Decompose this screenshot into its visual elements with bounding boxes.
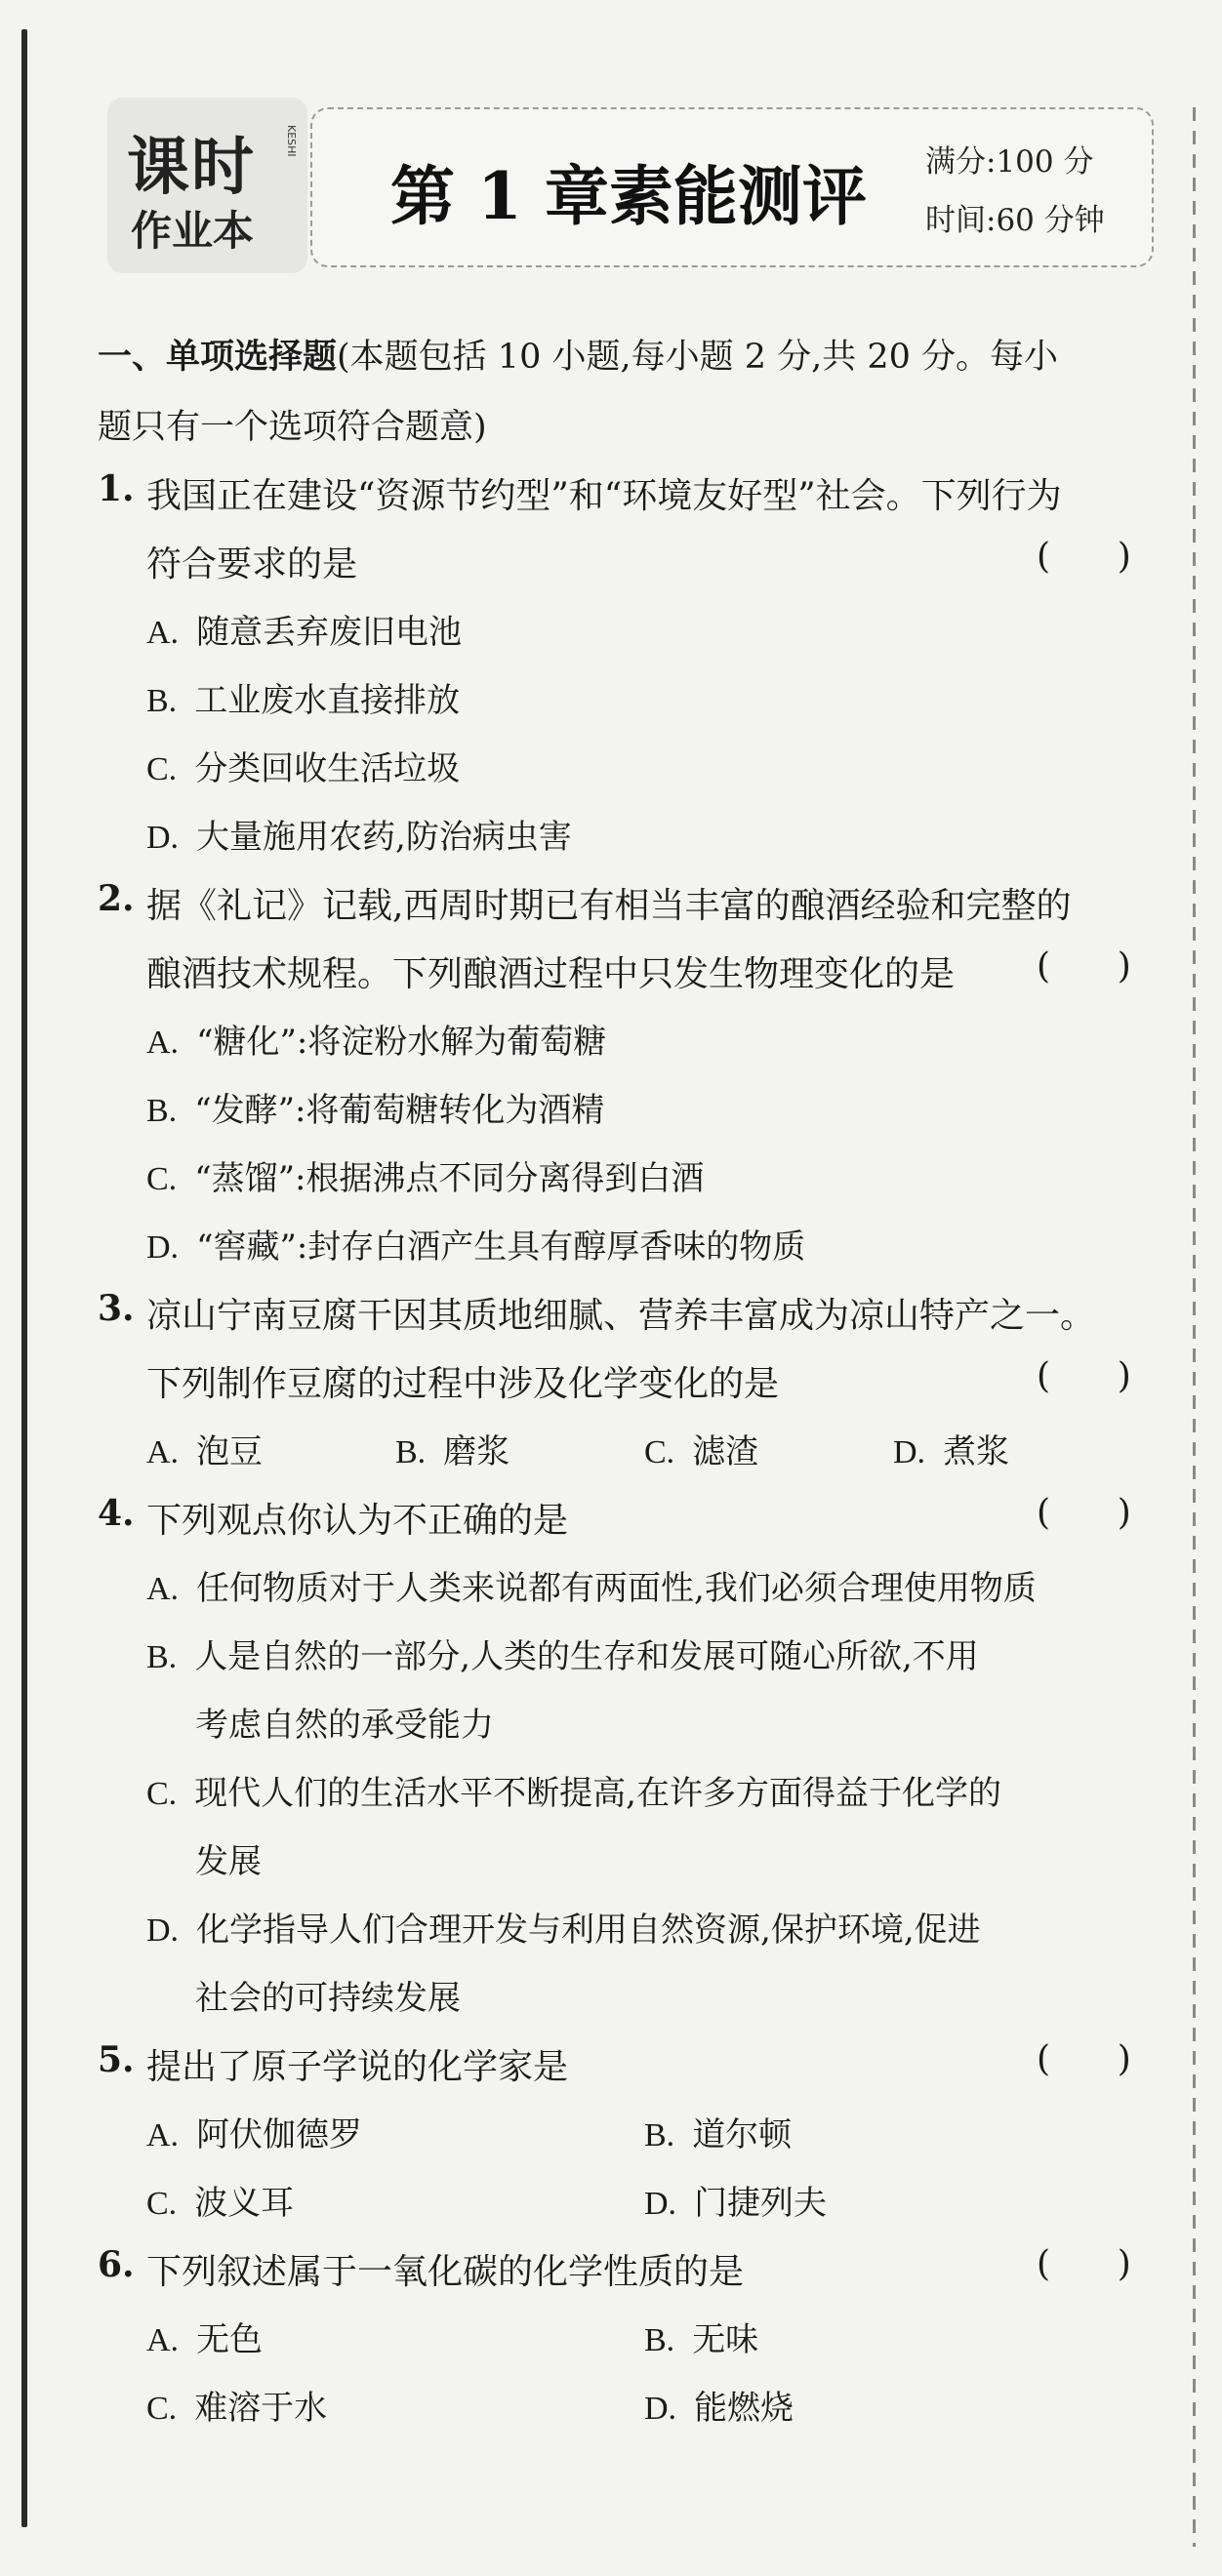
question-text: 据《礼记》记载,西周时期已有相当丰富的酿酒经验和完整的 — [146, 886, 1072, 926]
option-c-cont: 发展 — [195, 1842, 262, 1881]
question-number: 2. — [98, 878, 135, 919]
option-b[interactable]: B. 无味 — [644, 2320, 759, 2359]
question-number: 4. — [98, 1493, 135, 1534]
option-d[interactable]: D. 大量施用农药,防治病虫害 — [146, 818, 572, 857]
option-d[interactable]: D. “窖藏”:封存白酒产生具有醇厚香味的物质 — [146, 1228, 806, 1267]
option-a[interactable]: A. 随意丢弃废旧电池 — [146, 613, 463, 652]
time-limit: 时间:60 分钟 — [925, 203, 1105, 238]
logo-subtitle: 作业本 — [131, 207, 255, 255]
option-c[interactable]: C. 分类回收生活垃圾 — [146, 749, 461, 788]
option-a[interactable]: A. “糖化”:将淀粉水解为葡萄糖 — [146, 1023, 607, 1062]
answer-blank[interactable]: ( ) — [1037, 1356, 1131, 1396]
answer-blank[interactable]: ( ) — [1037, 2039, 1131, 2079]
question-number: 5. — [98, 2039, 135, 2080]
option-b[interactable]: B. 人是自然的一部分,人类的生存和发展可随心所欲,不用 — [146, 1637, 979, 1676]
section-heading — [98, 322, 1152, 463]
option-d[interactable]: D. 能燃烧 — [644, 2389, 794, 2428]
question-text-cont: 酿酒技术规程。下列酿酒过程中只发生物理变化的是 — [146, 954, 956, 994]
question-number: 6. — [98, 2244, 135, 2285]
question-text-cont: 下列制作豆腐的过程中涉及化学变化的是 — [146, 1364, 780, 1404]
logo-title: 课时 — [127, 132, 256, 204]
option-b[interactable]: B. 工业废水直接排放 — [146, 681, 461, 720]
question-text-cont: 符合要求的是 — [146, 544, 358, 584]
option-b[interactable]: B. 道尔顿 — [644, 2115, 793, 2154]
option-d[interactable]: D. 门捷列夫 — [644, 2184, 828, 2223]
answer-blank[interactable]: ( ) — [1037, 537, 1131, 577]
option-a[interactable]: A. 任何物质对于人类来说都有两面性,我们必须合理使用物质 — [146, 1569, 1037, 1608]
option-c[interactable]: C. “蒸馏”:根据沸点不同分离得到白酒 — [146, 1159, 705, 1198]
option-d[interactable]: D. 化学指导人们合理开发与利用自然资源,保护环境,促进 — [146, 1911, 981, 1950]
page-title: 第 1 章素能测评 — [390, 158, 867, 234]
option-c[interactable]: C. 现代人们的生活水平不断提高,在许多方面得益于化学的 — [146, 1774, 1001, 1813]
option-b[interactable]: B. 磨浆 — [395, 1432, 510, 1471]
question-number: 3. — [98, 1288, 135, 1329]
question-text: 我国正在建设“资源节约型”和“环境友好型”社会。下列行为 — [146, 476, 1062, 516]
question-number: 1. — [98, 468, 135, 509]
answer-blank[interactable]: ( ) — [1037, 946, 1131, 986]
answer-blank[interactable]: ( ) — [1037, 1493, 1131, 1533]
option-a[interactable]: A. 泡豆 — [146, 1432, 264, 1471]
page-binding-edge — [21, 29, 27, 2527]
option-c[interactable]: C. 波义耳 — [146, 2184, 295, 2223]
option-c[interactable]: C. 滤渣 — [644, 1432, 759, 1471]
option-d-cont: 社会的可持续发展 — [195, 1979, 461, 2018]
question-text: 凉山宁南豆腐干因其质地细腻、营养丰富成为凉山特产之一。 — [146, 1296, 1096, 1336]
option-b-cont: 考虑自然的承受能力 — [195, 1706, 494, 1745]
logo-pinyin: KESHI — [285, 125, 298, 157]
section-instructions-2: 题只有一个选项符合题意) — [98, 408, 487, 447]
question-text: 下列观点你认为不正确的是 — [146, 1501, 569, 1541]
question-text: 提出了原子学说的化学家是 — [146, 2047, 569, 2087]
question-text: 下列叙述属于一氧化碳的化学性质的是 — [146, 2252, 745, 2292]
option-a[interactable]: A. 无色 — [146, 2320, 264, 2359]
answer-blank[interactable]: ( ) — [1037, 2244, 1131, 2284]
section-instructions-1: (本题包括 10 小题,每小题 2 分,共 20 分。每小 — [337, 338, 1059, 377]
page-right-dotted-edge — [1193, 107, 1196, 2547]
option-c[interactable]: C. 难溶于水 — [146, 2389, 328, 2428]
option-b[interactable]: B. “发酵”:将葡萄糖转化为酒精 — [146, 1091, 605, 1130]
option-a[interactable]: A. 阿伏伽德罗 — [146, 2115, 363, 2154]
section-title: 一、单项选择题 — [98, 337, 338, 377]
full-score: 满分:100 分 — [925, 144, 1094, 180]
option-d[interactable]: D. 煮浆 — [893, 1432, 1010, 1471]
